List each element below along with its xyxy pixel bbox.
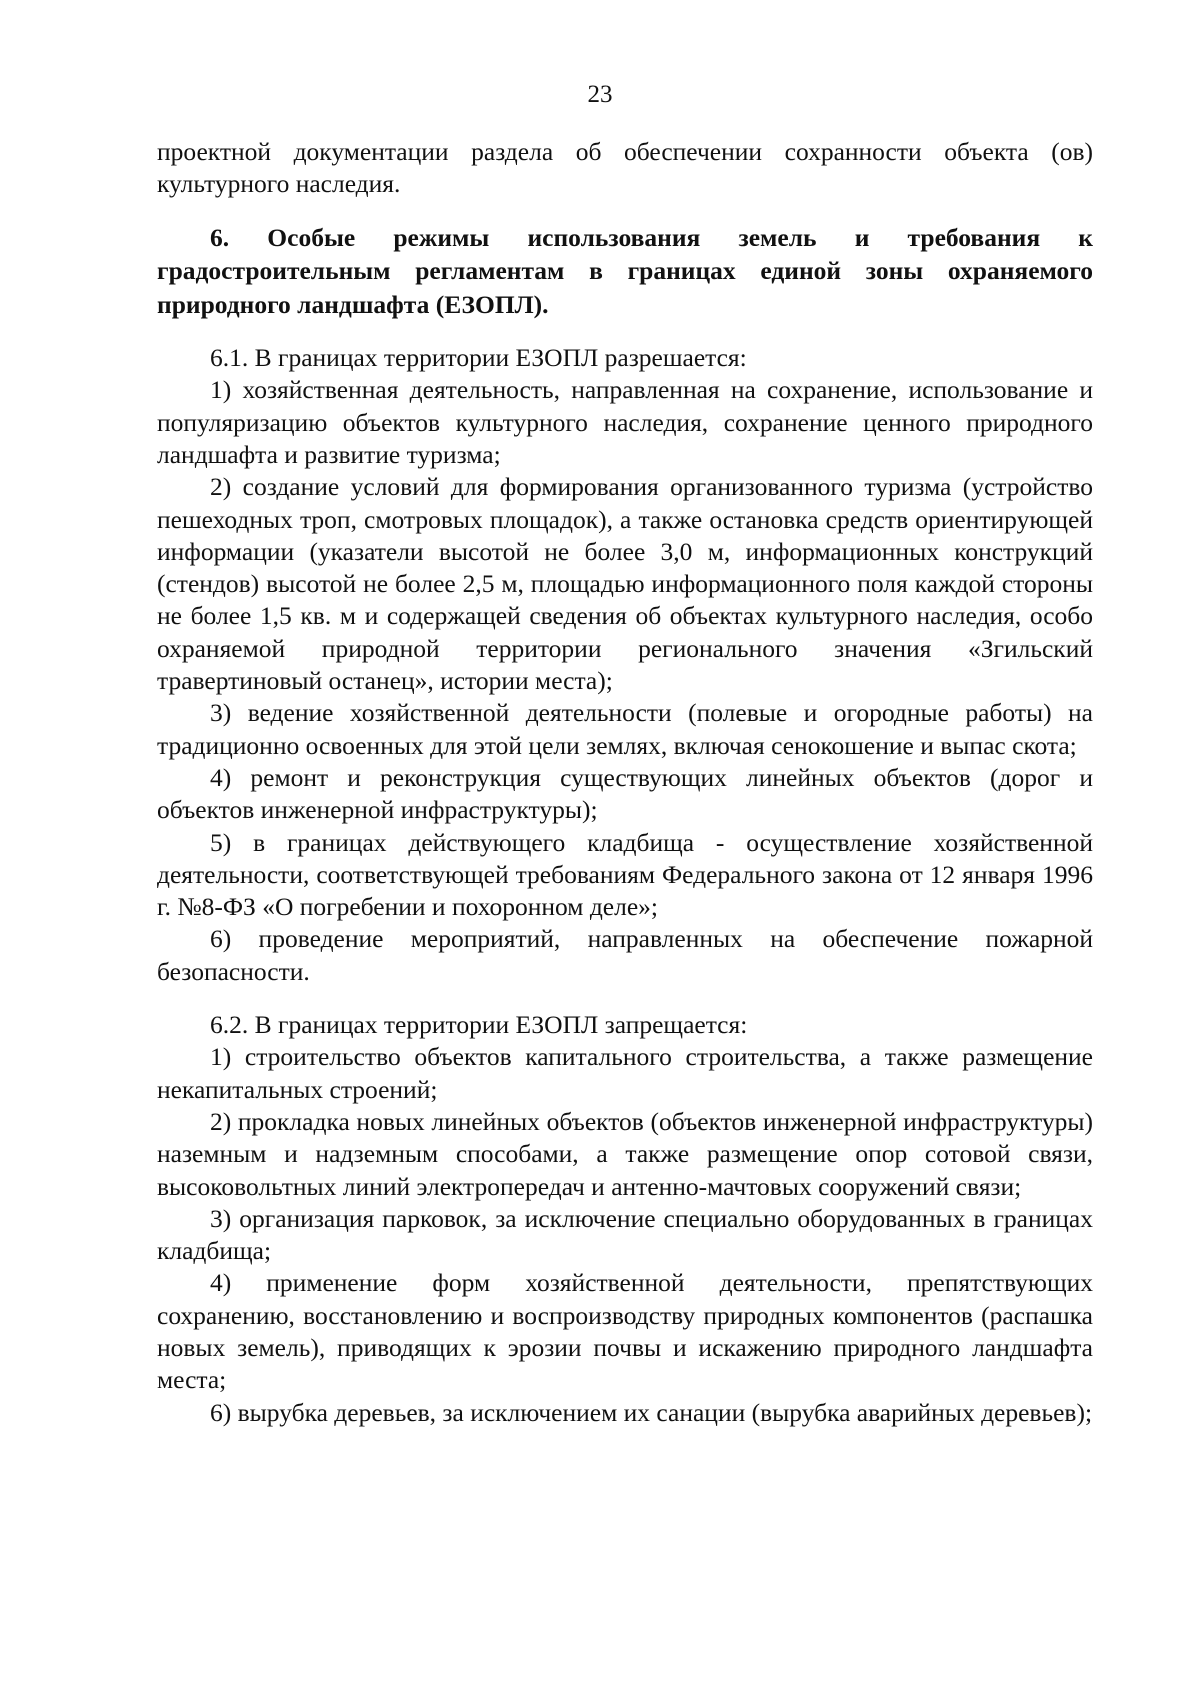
section-6-1-item: 6) проведение мероприятий, направленных на обеспечение пожарной безопасности. [157, 924, 1093, 986]
section-6-2-item: 1) строительство объектов капитального строительства, а также размещение некапитальных строений; [157, 1042, 1093, 1104]
page-number: 23 [587, 81, 613, 108]
section-6-1-title: 6.1. В границах территории ЕЗОПЛ разрешается: [210, 343, 747, 373]
section-6-2-item: 4) применение форм хозяйственной деятельности, препятствующих сохранению, восстановлению и воспроизводству природных компонентов (распашка новых земель), приводящих к эрозии почвы и искажению природного ландшафта места; [157, 1268, 1093, 1395]
section-6-2-title: 6.2. В границах территории ЕЗОПЛ запрещается: [210, 1010, 748, 1040]
section-6-1-item: 4) ремонт и реконструкция существующих линейных объектов (дорог и объектов инженерной инфраструктуры); [157, 762, 1093, 825]
intro-paragraph: проектной документации раздела об обеспечении сохранности объекта (ов) культурного наследия. [157, 137, 1093, 199]
section-6-heading: 6. Особые режимы использования земель и требования к градостроительным регламентам в границах единой зоны охраняемого природного ландшафта (ЕЗОПЛ). [157, 222, 1093, 319]
section-6-1-item: 3) ведение хозяйственной деятельности (полевые и огородные работы) на традиционно освоенных для этой цели землях, включая сенокошение и выпас скота; [157, 698, 1093, 760]
section-6-1-item: 1) хозяйственная деятельность, направленная на сохранение, использование и популяризацию объектов культурного наследия, сохранение ценного природного ландшафта и развитие туризма; [157, 375, 1093, 469]
page-content [157, 136, 1093, 1429]
section-6-2-item: 3) организация парковок, за исключение специально оборудованных в границах кладбища; [157, 1203, 1093, 1266]
section-6-1-item: 2) создание условий для формирования организованного туризма (устройство пешеходных троп, смотровых площадок), а также остановка средств ориентирующей информации (указатели высотой не более 3,0 м, информационных конструкций (стендов) высотой не более 2,5 м, площадью информационного поля каждой стороны не более 1,5 кв. м и содержащей сведения об объектах культурного наследия, особо охраняемой природной территории регионального значения «Згильский травертиновый останец», истории места); [157, 472, 1093, 696]
section-6-2-item: 6) вырубка деревьев, за исключением их санации (вырубка аварийных деревьев); [210, 1397, 1093, 1427]
section-6-1-item: 5) в границах действующего кладбища - осуществление хозяйственной деятельности, соответствующей требованиям Федерального закона от 12 января 1996 г. №8-ФЗ «О погребении и похоронном деле»; [157, 827, 1093, 922]
section-6-2-item: 2) прокладка новых линейных объектов (объектов инженерной инфраструктуры) наземным и надземным способами, а также размещение опор сотовой связи, высоковольтных линий электропередач и антенно-мачтовых сооружений связи; [157, 1106, 1093, 1201]
